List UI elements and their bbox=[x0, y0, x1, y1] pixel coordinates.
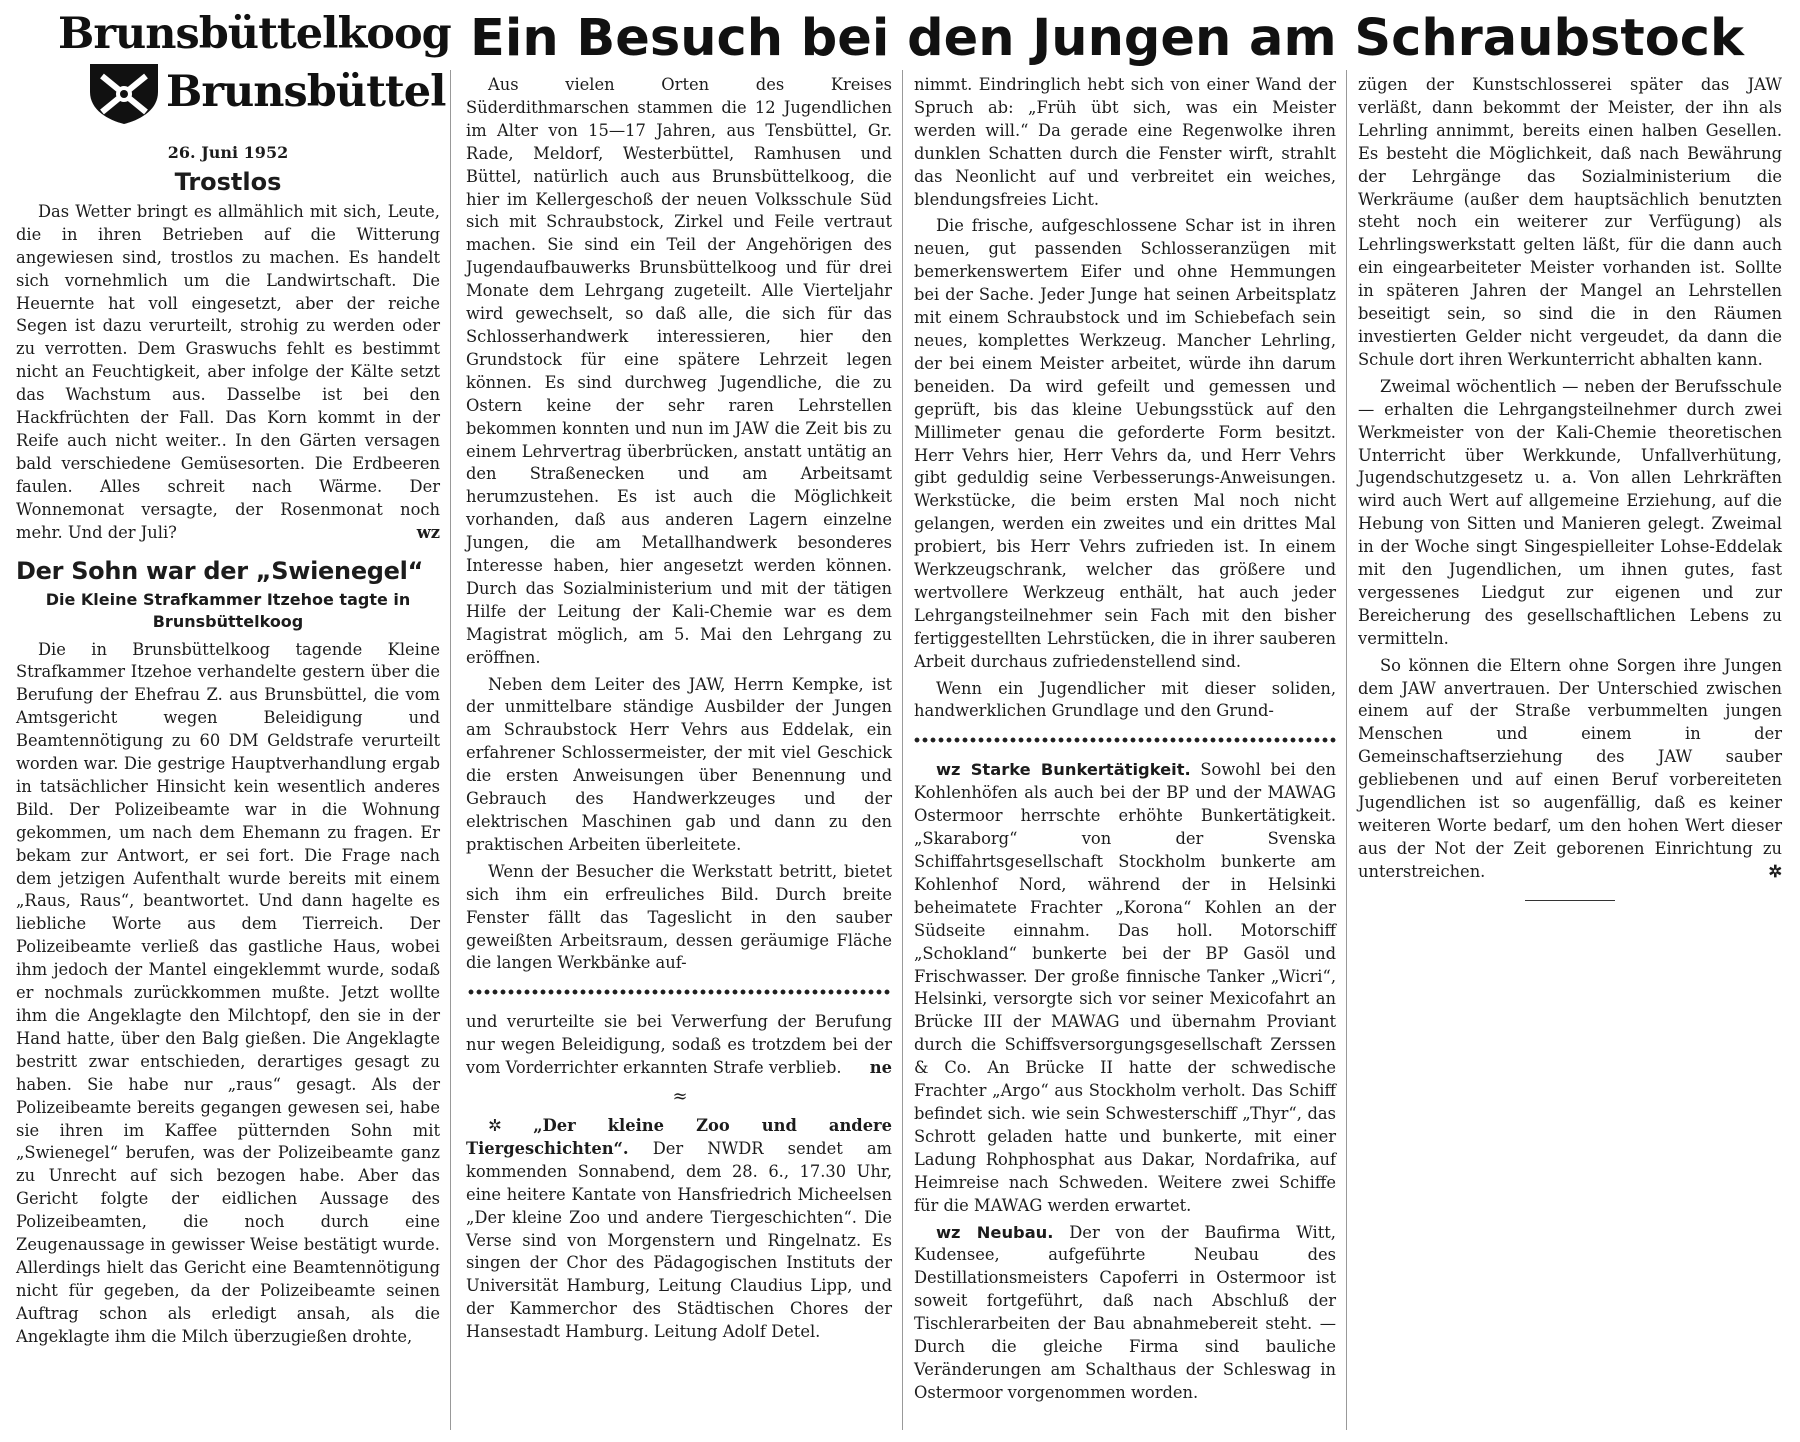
column-divider bbox=[1346, 70, 1347, 1430]
schraubstock-paragraph-4: nimmt. Eindringlich hebt sich von einer Wand der Spruch ab: „Früh übt sich, was ein Meister werden will.“ Da gerade eine Regenwolke ihren dunklen Schatten durch die Fenster wirft, strahlt das Neonlicht auf und verbreitet ein weiches, blendungsfreies Licht. bbox=[914, 75, 1336, 209]
sohn-signature: ne bbox=[869, 1058, 892, 1078]
schraubstock-paragraph-8: Zweimal wöchentlich — neben der Berufsschule — erhalten die Lehrgangsteilnehmer durch zwei Werkmeister von der Kali-Chemie theoretischen Unterricht über Werkkunde, Unfallverhütung, Jugendschutzgesetz u. a. Von allen Lehrkräften wird auch Wert auf allgemeine Erziehung, auf die Hebung von Sitten und Manieren gelegt. Zweimal in der Woche singt Singespielleiter Lohse-Eddelak mit den Jugendlichen, um ihnen gutes, fast vergessenes Liedgut zur eigenen und zur Bereicherung des gesellschaftlichen Lebens zu vermitteln. bbox=[1358, 376, 1782, 648]
main-headline: Ein Besuch bei den Jungen am Schraubstock bbox=[470, 9, 1744, 68]
bunker-lead: wz Starke Bunkertätigkeit. bbox=[936, 760, 1191, 780]
masthead-line2: Brunsbüttel bbox=[166, 67, 446, 117]
ornament-divider bbox=[914, 735, 1336, 745]
trostlos-signature: wz bbox=[416, 522, 440, 542]
dateline: 26. Juni 1952 bbox=[167, 143, 289, 162]
bunker-text: Sowohl bei den Kohlenhöfen als auch bei der BP und der MAWAG Ostermoor herrschte erhöhte Bunkertätigkeit. „Skaraborg“ von der Svenska Schiffahrtsgesellschaft Stockholm bunkerte am Kohlenhof Nord, während der in Helsinki beheimatete Frachter „Korona“ Kohlen an der Südseite einnahm. Das holl. Motorschiff „Schokland“ bunkerte bei der BP Gasöl und Frischwasser. Der große finnische Tanker „Wicri“, Helsinki, versorgte sich vor seiner Mexicofahrt an Brücke III der MAWAG und übernahm Proviant durch die Schiffsversorgungsgesellschaft Zerssen & Co. An Brücke II hatte der schwedische Frachter „Argo“ aus Stockholm verholt. Das Schiff befindet sich. wie sein Schwesterschiff „Thyr“, das Schrott geladen hatte und bunkerte, mit einer Ladung Rohphosphat aus Dakar, Nordafrika, auf Heimreise nach Schweden. Weitere zwei Schiffe für die MAWAG werden erwartet. bbox=[914, 760, 1336, 1215]
column-divider bbox=[902, 70, 903, 1430]
zoo-lead: „Der kleine Zoo und andere Tiergeschichten“. bbox=[466, 1115, 892, 1158]
trostlos-heading: Trostlos bbox=[174, 167, 282, 196]
sohn-continuation bbox=[466, 1011, 892, 1080]
column-4 bbox=[1358, 74, 1782, 901]
ornament-divider bbox=[466, 987, 892, 997]
column-divider bbox=[450, 70, 451, 1430]
star-icon: ✲ bbox=[488, 1115, 534, 1135]
zoo-text: Der NWDR sendet am kommenden Sonnabend, dem 28. 6., 17.30 Uhr, eine heitere Kantate von Hansfriedrich Micheelsen „Der kleine Zoo und andere Tiergeschichten“. Die Verse sind von Morgenstern und Ringelnatz. Es singen der Chor des Pädagogischen Instituts der Universität Hamburg, Leitung Claudius Lipp, und der Kammerchor des Städtischen Chores der Hansestadt Hamburg. Leitung Adolf Detel. bbox=[466, 1138, 892, 1342]
schraubstock-paragraph-5: Die frische, aufgeschlossene Schar ist in ihren neuen, gut passenden Schlosseranzügen mit bemerkenswertem Eifer und ohne Hemmungen bei der Sache. Jeder Junge hat seinen Arbeitsplatz mit einem Schraubstock und im Schiebefach sein neues, komplettes Werkzeug. Mancher Lehrling, der bei einem Meister arbeitet, würde ihn darum beneiden. Da wird gefeilt und gemessen und geprüft, bis das kleine Uebungsstück auf den Millimeter genau die geforderte Form besitzt. Herr Vehrs hier, Herr Vehrs da, und Herr Vehrs gibt geduldig seine Verbesserungs-Anweisungen. Werkstücke, die beim ersten Mal noch nicht gelangen, werden ein zweites und ein drittes Mal probiert, bis Herr Vehrs zufrieden ist. In einem Werkzeugschrank, welcher das größere und wertvollere Werkzeug enthält, hat auch jeder Lehrgangsteilnehmer sein Fach mit den bisher fertiggestellten Lehrstücken, die in ihrer sauberen Arbeit durchaus zufriedenstellend sind. bbox=[914, 216, 1336, 671]
small-ornament: ≈ bbox=[672, 1086, 686, 1108]
schraubstock-paragraph-1: Aus vielen Orten des Kreises Süderdithmarschen stammen die 12 Jugendlichen im Alter von 15—17 Jahren, aus Tensbüttel, Gr. Rade, Meldorf, Westerbüttel, Ramhusen und Büttel, natürlich auch aus Brunsbüttelkoog, die hier im Kellergeschoß der neuen Volksschule Süd sich mit Schraubstock, Zirkel und Feile vertraut machen. Sie sind ein Teil der Angehörigen des Jugendaufbauwerks Brunsbüttelkoog und für drei Monate dem Lehrgang zugeteilt. Alle Vierteljahr wird gewechselt, so daß alle, die sich für das Schlosserhandwerk interessieren, hier den Grundstock für eine spätere Lehrzeit legen können. Es sind durchweg Jugendliche, die zu Ostern keine der sehr raren Lehrstellen bekommen konnten und nun im JAW die Zeit bis zu einem Lehrvertrag überbrücken, anstatt untätig an den Straßenecken und am Arbeitsamt herumzustehen. Es ist auch die Möglichkeit vorhanden, daß aus anderen Lagern einzelne Jungen, die am Metallhandwerk besonderes Interesse haben, hier angesetzt werden können. Durch das Sozialministerium und mit der tätigen Hilfe der Leitung der Kali-Chemie war es dem Magistrat möglich, am 5. Mai den Lehrgang zu eröffnen. bbox=[466, 75, 892, 667]
bunker-article bbox=[914, 759, 1336, 1217]
neubau-article bbox=[914, 1222, 1336, 1405]
schraubstock-paragraph-9 bbox=[1358, 655, 1782, 884]
sohn-heading: Der Sohn war der „Swienegel“ bbox=[16, 556, 424, 585]
column-3 bbox=[914, 74, 1336, 1409]
end-mark-icon: ✲ bbox=[1768, 861, 1782, 881]
neubau-text: Der von der Baufirma Witt, Kudensee, aufgeführte Neubau des Destillationsmeisters Capoferri in Ostermoor ist soweit fortgeführt, daß nach Abschluß der Tischlerarbeiten der Bau abnahmebereit steht. — Durch die gleiche Firma sind bauliche Veränderungen am Schalthaus der Schleswag in Ostermoor vorgenommen worden. bbox=[914, 1222, 1336, 1402]
schraubstock-paragraph-3: Wenn der Besucher die Werkstatt betritt, bietet sich ihm ein erfreuliches Bild. Durch breite Fenster fällt das Tageslicht in den sauber geweißten Arbeitsraum, dessen geräumige Fläche die langen Werkbänke auf- bbox=[466, 861, 892, 973]
schraubstock-paragraph-2: Neben dem Leiter des JAW, Herrn Kempke, ist der unmittelbare ständige Ausbilder der Jungen am Schraubstock Herr Vehrs aus Eddelak, ein erfahrener Schlossermeister, der mit viel Geschick die ersten Anweisungen über Benennung und Gebrauch des Handwerkzeuges und der elektrischen Maschinen gab und dann zu den praktischen Arbeiten überleitete. bbox=[466, 674, 892, 854]
sohn-subheading: Die Kleine Strafkammer Itzehoe tagte in Brunsbüttelkoog bbox=[45, 589, 411, 631]
neubau-lead: wz Neubau. bbox=[936, 1222, 1054, 1242]
schraubstock-paragraph-7: zügen der Kunstschlosserei später das JAW verläßt, dann bekommt der Meister, der ihn als Lehrling annimmt, bereits einen halben Gesellen. Es besteht die Möglichkeit, daß nach Bewährung der Lehrgänge das Sozialministerium die Werkräume (außer dem hauptsächlich benutzten steht noch ein weiterer zur Verfügung) als Lehrlingswerkstatt gelten läßt, für die dann auch ein eingearbeiteter Meister vorhanden ist. Sollte in späteren Jahren der Mangel an Lehrstellen beseitigt sein, so sind die in den Räumen investierten Gelder nicht vergeudet, da dann die Schule dort ihren Werkunterricht abhalten kann. bbox=[1358, 75, 1782, 369]
zoo-article bbox=[466, 1115, 892, 1344]
schraubstock-paragraph-9-text: So können die Eltern ohne Sorgen ihre Jungen dem JAW anvertrauen. Der Unterschied zwischen einem auf der Straße verbummelten jungen Menschen und einem in der Gemeinschaftserziehung des JAW sauber gebliebenen und auf einen Beruf vorbereiteten Jugendlichen ist so augenfällig, daß es keiner weiteren Worte bedarf, um den hohen Wert dieser aus der Not der Zeit geborenen Einrichtung zu unterstreichen. bbox=[1358, 655, 1782, 881]
schraubstock-paragraph-6: Wenn ein Jugendlicher mit dieser soliden, handwerklichen Grundlage und den Grund- bbox=[914, 678, 1336, 721]
trostlos-article bbox=[16, 201, 440, 545]
sohn-article: Die in Brunsbüttelkoog tagende Kleine Strafkammer Itzehoe verhandelte gestern über die Berufung der Ehefrau Z. aus Brunsbüttel, die vom Amtsgericht wegen Beleidigung und Beamtennötigung zu 60 DM Geldstrafe verurteilt worden war. Die gestrige Hauptverhandlung ergab in tatsächlicher Hinsicht kein wesentlich anderes Bild. Der Polizeibeamte war in die Wohnung gekommen, um nach dem Ehemann zu fragen. Er bekam zur Antwort, er sei fort. Die Frage nach dem jetzigen Aufenthalt wurde bereits mit einem „Raus, Raus“, beantwortet. Und dann hagelte es liebliche Worte aus dem Tierreich. Der Polizeibeamte verließ das gastliche Haus, wobei ihm jedoch der Mantel eingeklemmt wurde, sodaß er nochmals zurückkommen mußte. Jetzt wollte ihm die Angeklagte den Milchtopf, den sie in der Hand hatte, über den Balg gießen. Die Angeklagte bestritt zwar entschieden, derartiges gesagt zu haben. Sie habe nur „raus“ gesagt. Als der Polizeibeamte bereits gegangen gewesen sei, habe sie ihren im Kaffee pütternden Sohn mit „Swienegel“ berufen, was der Polizeibeamte ganz zu Unrecht auf sich bezogen habe. Aber das Gericht folgte der eidlichen Aussage des Polizeibeamten, die noch durch eine Zeugenaussage in gewisser Weise bestätigt wurde. Allerdings hielt das Gericht eine Beamtennötigung nicht für gegeben, da der Polizeibeamte seinen Auftrag schon als erledigt ansah, als die Angeklagte ihm die Milch überzugießen drohte, bbox=[16, 639, 440, 1346]
column-1 bbox=[16, 74, 440, 1353]
masthead-line1: Brunsbüttelkoog bbox=[58, 9, 451, 59]
end-rule bbox=[1525, 900, 1615, 901]
column-2 bbox=[466, 74, 892, 1348]
sohn-continuation-text: und verurteilte sie bei Verwerfung der Berufung nur wegen Beleidigung, sodaß es trotzdem bei der vom Vorderrichter erkannten Strafe verblieb. bbox=[466, 1012, 892, 1078]
trostlos-text: Das Wetter bringt es allmählich mit sich, Leute, die in ihren Betrieben auf die Witterung angewiesen sind, trostlos zu machen. Es handelt sich vornehmlich um die Landwirtschaft. Die Heuernte hat voll eingesetzt, aber der reiche Segen ist dazu verurteilt, strohig zu werden oder zu verrotten. Dem Graswuchs fehlt es bestimmt nicht an Feuchtigkeit, aber infolge der Kälte setzt das Wachstum aus. Dasselbe ist bei den Hackfrüchten der Fall. Das Korn kommt in der Reife auch nicht weiter.. In den Gärten versagen bald verschiedene Gemüsesorten. Die Erdbeeren faulen. Alles schreit nach Wärme. Der Wonnemonat versagte, der Rosenmonat noch mehr. Und der Juli? bbox=[16, 201, 440, 542]
